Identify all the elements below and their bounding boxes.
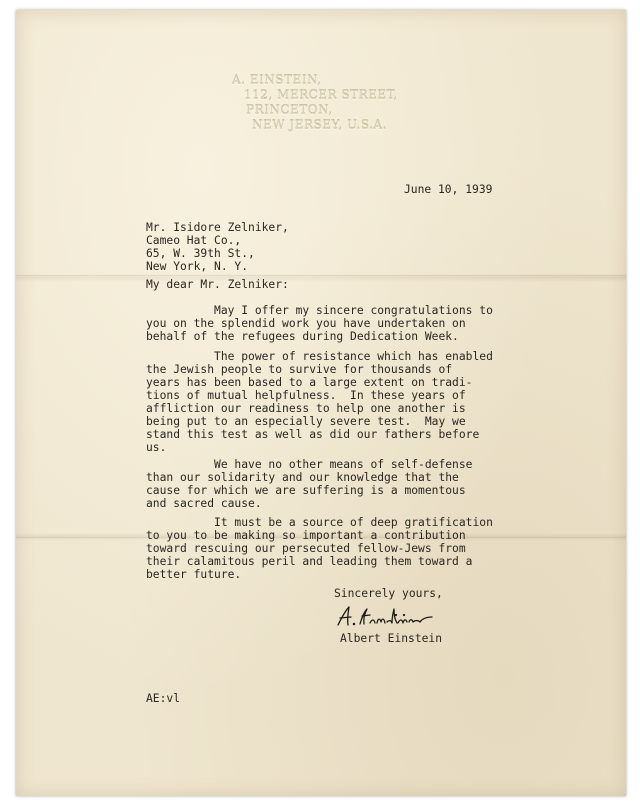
paragraph-line: behalf of the refugees during Dedication Week. — [146, 330, 459, 343]
paragraph-line: you on the splendid work you have undertaken on — [146, 317, 466, 330]
paragraph-line: their calamitous peril and leading them toward a — [146, 555, 473, 568]
body-paragraph-4 — [146, 516, 526, 581]
paragraph-line: It must be a source of deep gratification — [146, 516, 493, 529]
paragraph-line: being put to an especially severe test. May we — [146, 415, 466, 428]
fold-crease — [16, 275, 626, 276]
letterhead-name: A. EINSTEIN, — [232, 73, 322, 87]
closing: Sincerely yours, — [334, 587, 443, 600]
body-paragraph-2 — [146, 350, 526, 454]
letterhead-street: 112, MERCER STREET, — [244, 88, 398, 102]
letterhead-city: PRINCETON, — [246, 103, 333, 117]
paragraph-line: May I offer my sincere congratulations to — [146, 304, 493, 317]
paragraph-line: toward rescuing our persecuted fellow-Jews from — [146, 542, 466, 555]
recipient-street: 65, W. 39th St., — [146, 247, 255, 260]
paragraph-line: tions of mutual helpfulness. In these years of — [146, 389, 466, 402]
recipient-name: Mr. Isidore Zelniker, — [146, 221, 289, 234]
paragraph-line: affliction our readiness to help one another is — [146, 402, 466, 415]
salutation: My dear Mr. Zelniker: — [146, 278, 289, 291]
paragraph-line: and sacred cause. — [146, 497, 262, 510]
paragraph-line: stand this test as well as did our fathers before — [146, 428, 480, 441]
handwritten-signature — [334, 603, 444, 631]
paragraph-line: better future. — [146, 568, 242, 581]
letterhead-state: NEW JERSEY, U.S.A. — [252, 118, 387, 132]
letter-date: June 10, 1939 — [404, 183, 493, 196]
paragraph-line: We have no other means of self-defense — [146, 458, 473, 471]
paragraph-line: to you to be making so important a contribution — [146, 529, 466, 542]
recipient-company: Cameo Hat Co., — [146, 234, 242, 247]
body-paragraph-1 — [146, 304, 526, 343]
paragraph-line: us. — [146, 441, 167, 454]
paragraph-line: than our solidarity and our knowledge that the — [146, 471, 459, 484]
paragraph-line: years has been based to a large extent on tradi- — [146, 376, 473, 389]
paragraph-line: cause for which we are suffering is a momentous — [146, 484, 466, 497]
paragraph-line: the Jewish people to survive for thousands of — [146, 363, 453, 376]
recipient-address — [146, 221, 289, 273]
recipient-city: New York, N. Y. — [146, 260, 249, 273]
paragraph-line: The power of resistance which has enabled — [146, 350, 493, 363]
embossed-letterhead — [232, 73, 432, 133]
reference-initials: AE:vl — [146, 692, 181, 705]
signer-name: Albert Einstein — [340, 632, 443, 645]
body-paragraph-3 — [146, 458, 526, 510]
